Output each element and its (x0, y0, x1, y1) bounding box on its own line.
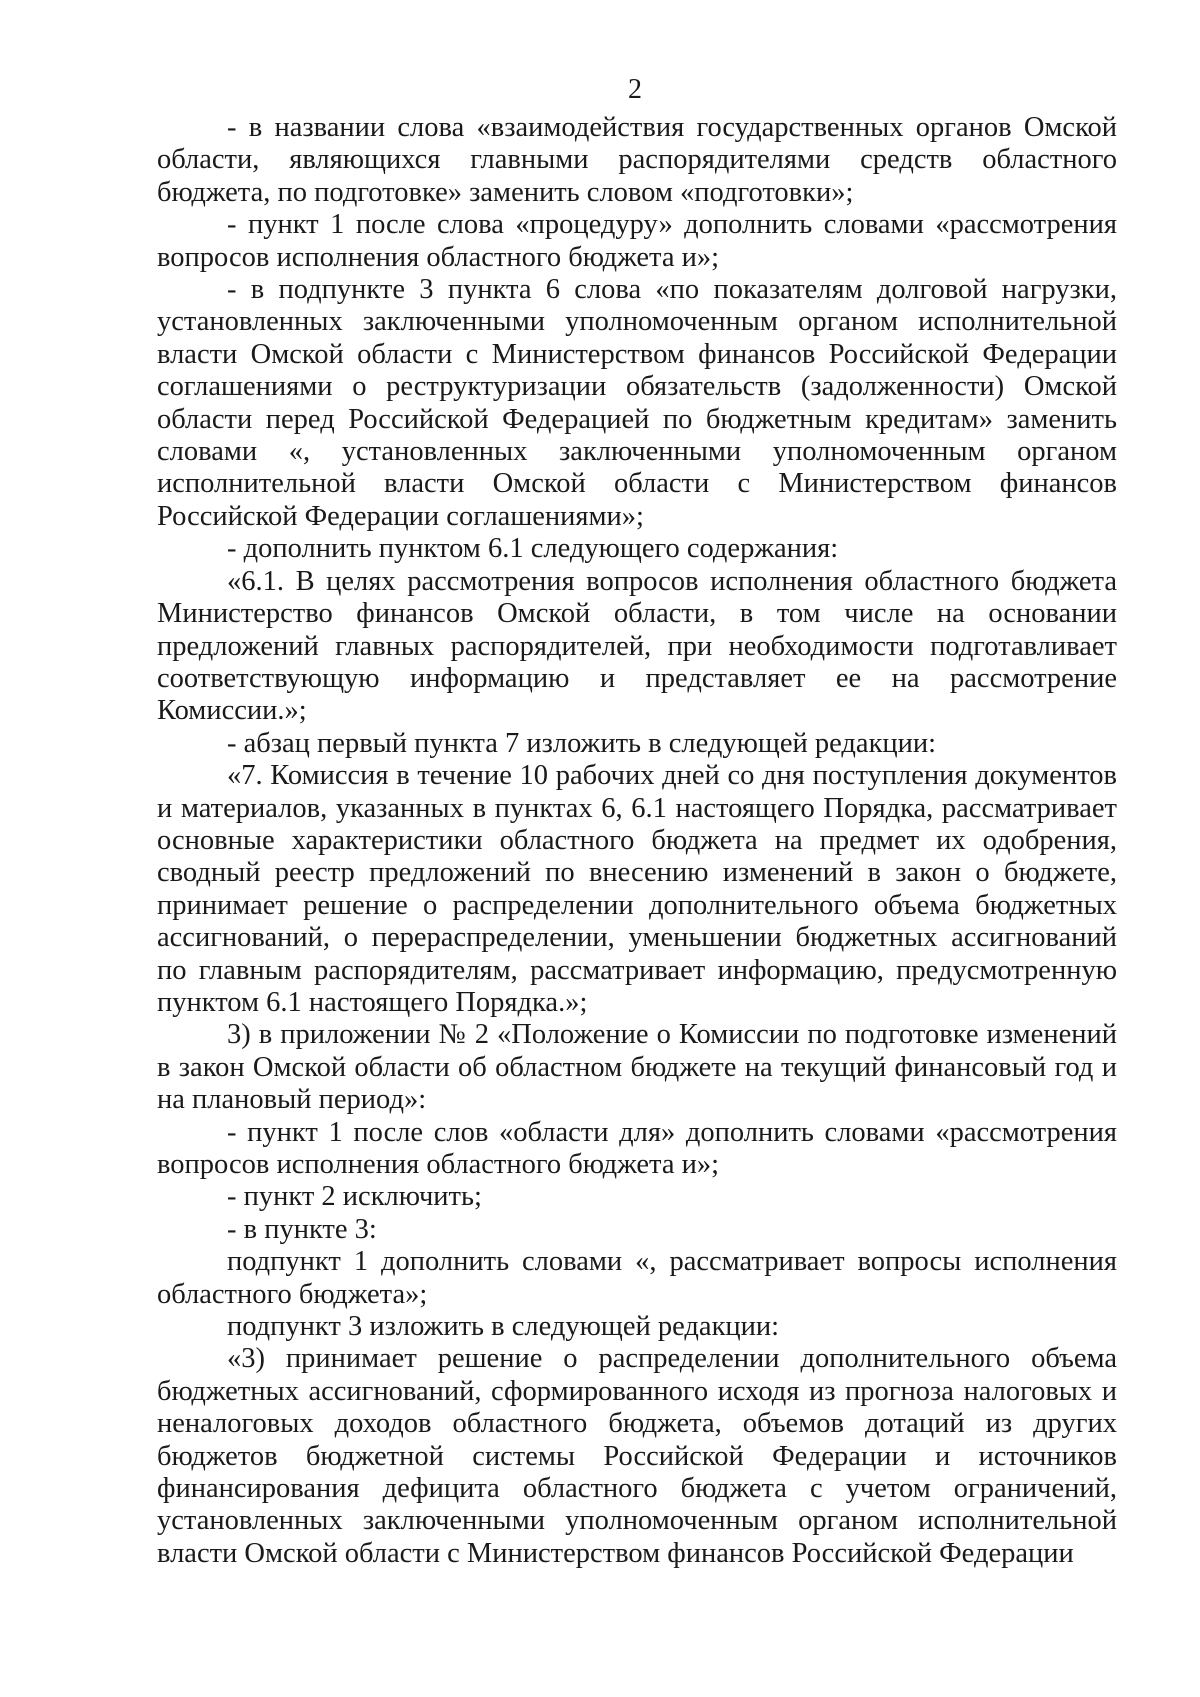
paragraph: - пункт 1 после слова «процедуру» дополнить словами «рассмотрения вопросов исполнения областного бюджета и»; (157, 209, 1117, 273)
paragraph: - пункт 1 после слов «области для» дополнить словами «рассмотрения вопросов исполнения областного бюджета и»; (157, 1116, 1117, 1180)
paragraph: - в названии слова «взаимодействия государственных органов Омской области, являющихся главными распорядителями средств областного бюджета, по подготовке» заменить словом «подготовки»; (157, 112, 1117, 208)
paragraph: - в пункте 3: (227, 1213, 377, 1245)
paragraph: - в подпункте 3 пункта 6 слова «по показателям долговой нагрузки, установленных заключенными уполномоченным органом исполнительной власти Омской области с Министерством финансов Российской Федерации соглашениями о реструктуризации обязательств (задолженности) Омской области перед Российской Федерацией по бюджетным кредитам» заменить словами «, установленных заключенными уполномоченным органом исполнительной власти Омской области с Министерством финансов Российской Федерации соглашениями»; (157, 274, 1117, 532)
paragraph: - абзац первый пункта 7 изложить в следующей редакции: (227, 727, 937, 759)
paragraph: 3) в приложении № 2 «Положение о Комиссии по подготовке изменений в закон Омской области об областном бюджете на текущий финансовый год и на плановый период»: (157, 1019, 1117, 1116)
paragraph: «6.1. В целях рассмотрения вопросов исполнения областного бюджета Министерство финансов Омской области, в том числе на основании предложений главных распорядителей, при необходимости подготавливает соответствующую информацию и представляет ее на рассмотрение Комиссии.»; (157, 565, 1117, 727)
paragraph: «3) принимает решение о распределении дополнительного объема бюджетных ассигнований, сформированного исходя из прогноза налоговых и неналоговых доходов областного бюджета, объемов дотаций из других бюджетов бюджетной системы Российской Федерации и источников финансирования дефицита областного бюджета с учетом ограничений, установленных заключенными уполномоченным органом исполнительной власти Омской области с Министерством финансов Российской Федерации (157, 1343, 1117, 1569)
document-body (157, 112, 1117, 1570)
page-number: 2 (628, 74, 642, 105)
paragraph: - пункт 2 исключить; (227, 1181, 482, 1213)
paragraph: подпункт 1 дополнить словами «, рассматривает вопросы исполнения областного бюджета»; (157, 1246, 1117, 1310)
paragraph: «7. Комиссия в течение 10 рабочих дней со дня поступления документов и материалов, указанных в пунктах 6, 6.1 настоящего Порядка, рассматривает основные характеристики областного бюджета на предмет их одобрения, сводный реестр предложений по внесению изменений в закон о бюджете, принимает решение о распределении дополнительного объема бюджетных ассигнований, о перераспределении, уменьшении бюджетных ассигнований по главным распорядителям, рассматривает информацию, предусмотренную пунктом 6.1 настоящего Порядка.»; (157, 760, 1117, 1018)
paragraph: - дополнить пунктом 6.1 следующего содержания: (227, 533, 839, 565)
paragraph: подпункт 3 изложить в следующей редакции: (227, 1311, 780, 1343)
